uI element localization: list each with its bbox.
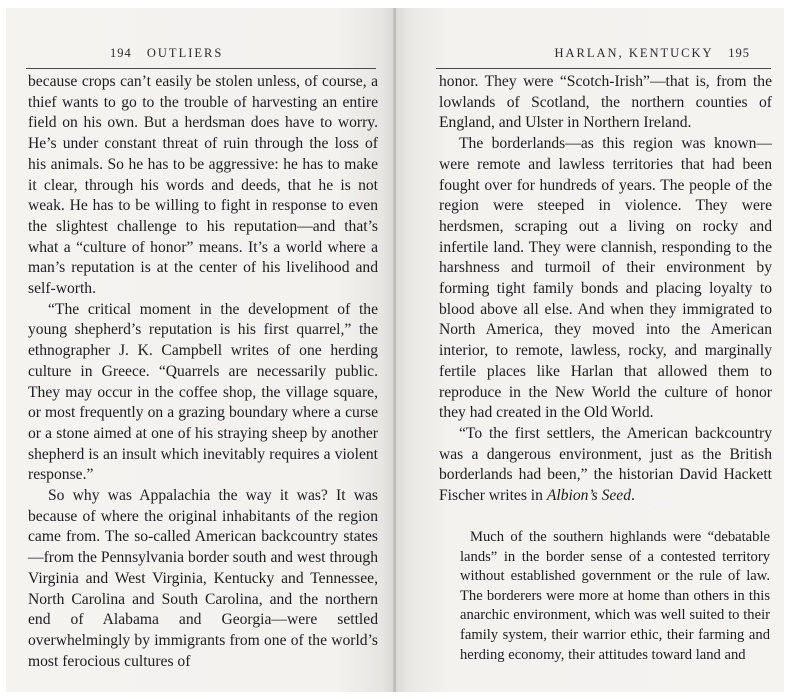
right-page-number: 195 (728, 46, 750, 60)
left-page-body (28, 72, 378, 672)
left-paragraph-2: “The critical moment in the development of the young shepherd’s reputation is his first quarrel,” the ethnographer J. K. Campbell writes of one herding culture in Greece. “Quarrels are necessarily public. They may occur in the coffee shop, the village square, or most frequently on a grazing boundary where a curse or a stone aimed at one of his straying sheep by another shepherd is an insult which inevitably requires a violent response.” (28, 300, 378, 484)
right-running-head (555, 46, 751, 66)
left-page-number: 194 (110, 46, 132, 60)
right-paragraph-3 (439, 424, 772, 507)
left-running-head (110, 46, 223, 66)
right-page-body (439, 72, 772, 507)
left-paragraph-1: because crops can’t easily be stolen unless, of course, a thief wants to go to the trouble of harvesting an entire field on his own. But a herdsman does have to worry. He’s under constant threat of ruin through the loss of his animals. So he has to be aggressive: he has to make it clear, through his words and deeds, that he is not weak. He has to be willing to fight in response to even the slightest challenge to his reputation—and that’s what a “culture of honor” means. It’s a world where a man’s reputation is at the center of his livelihood and self-worth. (28, 73, 378, 298)
right-paragraph-1: honor. They were “Scotch-Irish”—that is, from the lowlands of Scotland, the northern counties of England, and Ulster in Northern Ireland. (439, 73, 772, 132)
right-running-title: HARLAN, KENTUCKY (554, 46, 714, 60)
left-running-title: OUTLIERS (146, 46, 224, 60)
left-page (6, 8, 394, 692)
left-header-rule (26, 68, 376, 69)
book-title-punct: . (631, 487, 635, 505)
right-paragraph-3-text: “To the first settlers, the American backcountry was a dangerous environment, just as the British borderlands had been,” the historian David Hackett Fischer writes in (439, 424, 772, 505)
right-paragraph-2: The borderlands—as this region was known—were remote and lawless territories that had been fought over for hundreds of years. The people of the region were steeped in violence. They were herdsmen, scraping out a living on rocky and infertile land. They were clannish, responding to the harshness and turmoil of their environment by forming tight family bonds and placing loyalty to blood above all else. And when they immigrated to North America, they moved into the American interior, to remote, lawless, rocky, and marginally fertile places like Harlan that allowed them to reproduce in the New World the culture of honor they had created in the Old World. (439, 135, 772, 422)
right-page (396, 8, 784, 692)
block-quote (460, 528, 770, 665)
block-quote-text: Much of the southern highlands were “debatable lands” in the border sense of a contested territory without established government or the rule of law. The borderers were more at home than others in this anarchic environment, which was well suited to their family system, their warrior ethic, their farming and herding economy, their attitudes toward land and (460, 529, 770, 663)
left-paragraph-3: So why was Appalachia the way it was? It was because of where the original inhabitants of the region came from. The so-called American backcountry states—from the Pennsylvania border south and west through Virginia and West Virginia, Kentucky and Tennessee, North Carolina and South Carolina, and the northern end of Alabama and Georgia—were settled overwhelmingly by immigrants from one of the world’s most ferocious cultures of (28, 487, 378, 670)
book-title: Albion’s Seed (546, 487, 632, 505)
right-header-rule (436, 68, 771, 69)
